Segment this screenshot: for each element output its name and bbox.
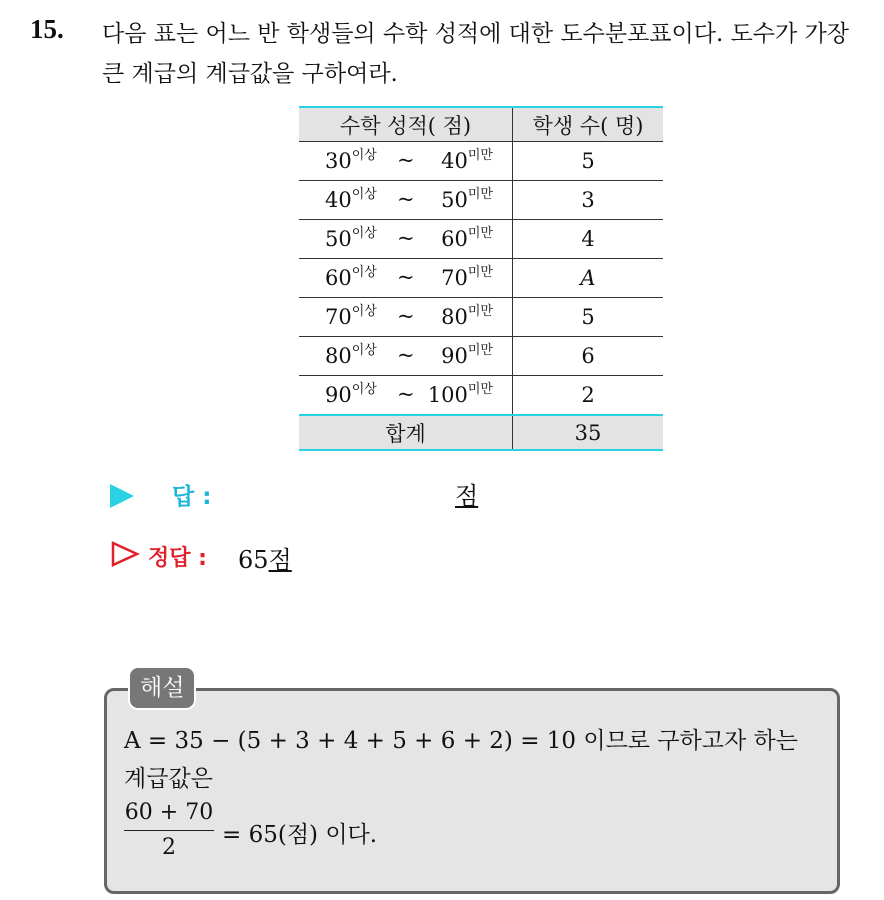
student-count-cell: 2 xyxy=(513,376,664,416)
table-header-row xyxy=(299,107,663,142)
correct-number: 65 xyxy=(238,546,269,574)
score-range-cell xyxy=(299,181,513,220)
range-tilde: ~ xyxy=(397,343,415,367)
score-range-cell xyxy=(299,376,513,416)
range-high-sup: 미만 xyxy=(467,304,493,319)
table-row xyxy=(299,181,663,220)
range-high: 90 xyxy=(441,344,468,368)
frequency-table xyxy=(299,106,663,451)
range-low-sup: 이상 xyxy=(351,148,377,163)
range-tilde: ~ xyxy=(397,382,415,406)
range-low-sup: 이상 xyxy=(351,304,377,319)
total-label: 합계 xyxy=(299,415,513,450)
range-high: 40 xyxy=(441,149,468,173)
solution-tag: 해설 xyxy=(128,666,196,710)
range-high-sup: 미만 xyxy=(467,343,493,358)
range-tilde: ~ xyxy=(397,265,415,289)
range-low: 90 xyxy=(325,383,352,407)
score-range-cell xyxy=(299,259,513,298)
student-count-cell: A xyxy=(513,259,664,298)
range-low-sup: 이상 xyxy=(351,343,377,358)
range-low-sup: 이상 xyxy=(351,226,377,241)
range-high: 60 xyxy=(441,227,468,251)
range-low-sup: 이상 xyxy=(351,187,377,202)
correct-label: 정답 : xyxy=(148,546,207,571)
answer-label: 답 : xyxy=(172,484,212,510)
range-high-sup: 미만 xyxy=(467,148,493,163)
solution-result: = 65(점) 이다. xyxy=(222,822,378,848)
table-row xyxy=(299,298,663,337)
range-low: 30 xyxy=(325,149,352,173)
score-range-cell xyxy=(299,220,513,259)
score-range-cell xyxy=(299,142,513,181)
solution-line-2: 계급값은 xyxy=(124,766,213,792)
outline-right-triangle-icon xyxy=(110,540,140,568)
range-high: 70 xyxy=(441,266,468,290)
table-row xyxy=(299,220,663,259)
range-low: 60 xyxy=(325,266,352,290)
student-count-cell: 6 xyxy=(513,337,664,376)
range-low: 70 xyxy=(325,305,352,329)
solution-line-1: A = 35 − (5 + 3 + 4 + 5 + 6 + 2) = 10 이므로 구하고자 하는 xyxy=(124,728,798,754)
correct-unit: 점 xyxy=(268,546,292,574)
question-text: 다음 표는 어느 반 학생들의 수학 성적에 대한 도수분포표이다. 도수가 가장 큰 계급의 계급값을 구하여라. xyxy=(102,21,849,87)
table-row xyxy=(299,259,663,298)
table-row xyxy=(299,337,663,376)
table-total-row xyxy=(299,415,663,450)
range-high-sup: 미만 xyxy=(467,187,493,202)
range-high: 100 xyxy=(427,383,468,407)
question-number: 15. xyxy=(30,14,64,44)
range-tilde: ~ xyxy=(397,304,415,328)
header-score: 수학 성적( 점) xyxy=(299,107,513,142)
range-low: 50 xyxy=(325,227,352,251)
range-low-sup: 이상 xyxy=(351,265,377,280)
student-count-cell: 5 xyxy=(513,142,664,181)
solid-right-triangle-icon xyxy=(110,484,134,508)
range-high-sup: 미만 xyxy=(467,382,493,397)
score-range-cell xyxy=(299,298,513,337)
total-value: 35 xyxy=(513,415,664,450)
range-high-sup: 미만 xyxy=(467,226,493,241)
range-high: 80 xyxy=(441,305,468,329)
solution-box xyxy=(104,688,840,894)
range-tilde: ~ xyxy=(397,187,415,211)
score-range-cell xyxy=(299,337,513,376)
table-row xyxy=(299,142,663,181)
fraction-bar xyxy=(124,830,214,831)
range-high: 50 xyxy=(441,188,468,212)
range-tilde: ~ xyxy=(397,226,415,250)
fraction-denominator: 2 xyxy=(162,835,176,860)
range-tilde: ~ xyxy=(397,148,415,172)
range-low: 40 xyxy=(325,188,352,212)
solution-fraction xyxy=(124,798,214,863)
range-low-sup: 이상 xyxy=(351,382,377,397)
correct-value xyxy=(238,540,292,575)
range-high-sup: 미만 xyxy=(467,265,493,280)
student-count-cell: 5 xyxy=(513,298,664,337)
student-count-cell: 3 xyxy=(513,181,664,220)
range-low: 80 xyxy=(325,344,352,368)
fraction-numerator: 60 + 70 xyxy=(124,800,214,825)
answer-unit: 점 xyxy=(455,482,479,510)
student-count-cell: 4 xyxy=(513,220,664,259)
table-row xyxy=(299,376,663,416)
header-count: 학생 수( 명) xyxy=(513,107,664,142)
